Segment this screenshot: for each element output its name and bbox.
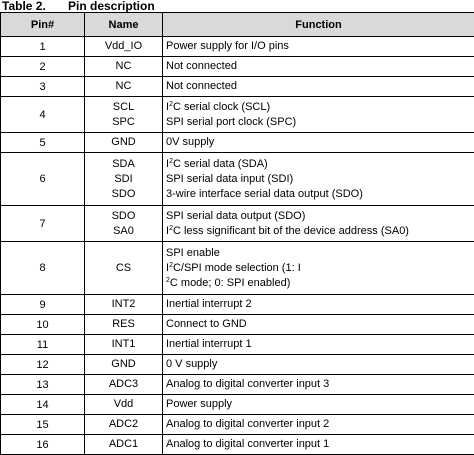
pin-function-line xyxy=(166,135,474,150)
table-row xyxy=(1,375,474,395)
function-text: Connect to GND xyxy=(166,318,247,330)
pin-function-line xyxy=(166,297,474,312)
pin-number-cell: 12 xyxy=(1,355,85,375)
pin-function-cell xyxy=(163,295,474,315)
pin-number-cell: 5 xyxy=(1,133,85,153)
pin-number-cell: 1 xyxy=(1,37,85,57)
pin-function-line xyxy=(166,357,474,372)
pin-name-cell xyxy=(85,57,163,77)
pin-number-cell: 8 xyxy=(1,242,85,295)
pin-name: INT1 xyxy=(85,337,162,352)
pin-function-cell xyxy=(163,153,474,206)
function-text: Power supply for I/O pins xyxy=(166,40,289,52)
pin-function-line xyxy=(166,337,474,352)
pin-name: SDA xyxy=(85,157,162,172)
pin-name-cell xyxy=(85,435,163,455)
pin-function-line xyxy=(166,187,474,202)
pin-number-cell: 4 xyxy=(1,97,85,133)
table-row xyxy=(1,395,474,415)
pin-name-cell xyxy=(85,315,163,335)
pin-number-cell: 3 xyxy=(1,77,85,97)
pin-name: Vdd_IO xyxy=(85,39,162,54)
pin-function-cell xyxy=(163,315,474,335)
pin-function-line xyxy=(166,261,474,276)
pin-name-cell xyxy=(85,242,163,295)
pin-function-cell xyxy=(163,57,474,77)
pin-name-cell xyxy=(85,37,163,57)
pin-name-cell xyxy=(85,206,163,242)
pin-function-line xyxy=(166,276,474,291)
table-row xyxy=(1,295,474,315)
pin-number-cell: 6 xyxy=(1,153,85,206)
pin-name-cell xyxy=(85,97,163,133)
pin-name-cell xyxy=(85,335,163,355)
table-row xyxy=(1,435,474,455)
pin-name: SDI xyxy=(85,172,162,187)
header-row xyxy=(1,13,474,37)
function-text: Inertial interrupt 1 xyxy=(166,338,252,350)
header-function: Function xyxy=(163,13,474,37)
pin-number-cell: 14 xyxy=(1,395,85,415)
function-superscript: 2 xyxy=(169,262,173,269)
pin-function-line xyxy=(166,224,474,239)
pin-number-cell: 7 xyxy=(1,206,85,242)
pin-name: NC xyxy=(85,59,162,74)
pin-name-cell xyxy=(85,355,163,375)
header-name: Name xyxy=(85,13,163,37)
pin-name-cell xyxy=(85,375,163,395)
pin-name: CS xyxy=(85,261,162,276)
table-row xyxy=(1,206,474,242)
function-text: 0 V supply xyxy=(166,358,217,370)
pin-function-cell xyxy=(163,335,474,355)
function-superscript: 2 xyxy=(169,101,173,108)
function-text: C mode; 0: SPI enabled) xyxy=(170,277,290,289)
function-text: SPI serial data input (SDI) xyxy=(166,173,293,185)
table-row xyxy=(1,37,474,57)
pin-description-table xyxy=(0,12,474,455)
function-text: C/SPI mode selection (1: I xyxy=(173,262,301,274)
pin-function-line xyxy=(166,115,474,130)
pin-function-line xyxy=(166,100,474,115)
function-text: SPI enable xyxy=(166,247,220,259)
pin-name: RES xyxy=(85,317,162,332)
pin-name: GND xyxy=(85,135,162,150)
pin-function-line xyxy=(166,157,474,172)
pin-name-cell xyxy=(85,133,163,153)
table-row xyxy=(1,315,474,335)
function-prefix: I xyxy=(166,101,169,113)
table-row xyxy=(1,242,474,295)
pin-function-cell xyxy=(163,242,474,295)
function-prefix: I xyxy=(166,225,169,237)
function-text: Analog to digital converter input 1 xyxy=(166,438,329,450)
function-prefix: I xyxy=(166,262,169,274)
pin-function-line xyxy=(166,397,474,412)
table-row xyxy=(1,57,474,77)
function-text: 0V supply xyxy=(166,136,214,148)
function-superscript: 2 xyxy=(169,225,173,232)
pin-name: SA0 xyxy=(85,224,162,239)
pin-name: INT2 xyxy=(85,297,162,312)
function-text: 3-wire interface serial data output (SDO) xyxy=(166,188,363,200)
pin-function-line xyxy=(166,39,474,54)
table-row xyxy=(1,133,474,153)
pin-function-cell xyxy=(163,435,474,455)
table-number: Table 2. xyxy=(2,0,68,12)
pin-number-cell: 15 xyxy=(1,415,85,435)
pin-function-cell xyxy=(163,375,474,395)
function-text: Power supply xyxy=(166,398,232,410)
pin-number-cell: 16 xyxy=(1,435,85,455)
pin-name: GND xyxy=(85,357,162,372)
table-row xyxy=(1,97,474,133)
function-text: Not connected xyxy=(166,60,237,72)
function-text: Analog to digital converter input 3 xyxy=(166,378,329,390)
pin-name-cell xyxy=(85,415,163,435)
table-row xyxy=(1,415,474,435)
table-row xyxy=(1,355,474,375)
pin-function-line xyxy=(166,172,474,187)
pin-function-cell xyxy=(163,355,474,375)
pin-function-cell xyxy=(163,37,474,57)
pin-name: Vdd xyxy=(85,397,162,412)
function-text: SPI serial data output (SDO) xyxy=(166,210,305,222)
pin-function-line xyxy=(166,437,474,452)
pin-function-cell xyxy=(163,77,474,97)
pin-number-cell: 13 xyxy=(1,375,85,395)
pin-name-cell xyxy=(85,295,163,315)
pin-function-line xyxy=(166,317,474,332)
pin-function-line xyxy=(166,209,474,224)
header-pin: Pin# xyxy=(1,13,85,37)
pin-function-cell xyxy=(163,395,474,415)
pin-function-line xyxy=(166,59,474,74)
pin-number-cell: 9 xyxy=(1,295,85,315)
pin-name: SDO xyxy=(85,187,162,202)
function-text: Analog to digital converter input 2 xyxy=(166,418,329,430)
function-superscript: 2 xyxy=(166,277,170,284)
table-row xyxy=(1,335,474,355)
pin-function-line xyxy=(166,246,474,261)
pin-number-cell: 10 xyxy=(1,315,85,335)
function-text: C less significant bit of the device address (SA0) xyxy=(173,225,409,237)
pin-name: NC xyxy=(85,79,162,94)
function-text: SPI serial port clock (SPC) xyxy=(166,116,296,128)
pin-function-line xyxy=(166,377,474,392)
pin-name: SCL xyxy=(85,100,162,115)
pin-name: SPC xyxy=(85,115,162,130)
pin-name: SDO xyxy=(85,209,162,224)
pin-name: ADC1 xyxy=(85,437,162,452)
pin-name-cell xyxy=(85,77,163,97)
pin-function-cell xyxy=(163,206,474,242)
table-title: Pin description xyxy=(68,0,155,13)
function-superscript: 2 xyxy=(169,158,173,165)
pin-number-cell: 11 xyxy=(1,335,85,355)
pin-name: ADC2 xyxy=(85,417,162,432)
function-text: Not connected xyxy=(166,80,237,92)
function-text: Inertial interrupt 2 xyxy=(166,298,252,310)
pin-function-cell xyxy=(163,97,474,133)
pin-function-cell xyxy=(163,133,474,153)
function-text: C serial clock (SCL) xyxy=(173,101,270,113)
pin-name-cell xyxy=(85,395,163,415)
pin-name-cell xyxy=(85,153,163,206)
pin-number-cell: 2 xyxy=(1,57,85,77)
table-row xyxy=(1,77,474,97)
pin-function-cell xyxy=(163,415,474,435)
table-body xyxy=(1,37,474,455)
pin-function-line xyxy=(166,417,474,432)
pin-name: ADC3 xyxy=(85,377,162,392)
function-text: C serial data (SDA) xyxy=(173,158,268,170)
table-row xyxy=(1,153,474,206)
function-prefix: I xyxy=(166,158,169,170)
pin-function-line xyxy=(166,79,474,94)
